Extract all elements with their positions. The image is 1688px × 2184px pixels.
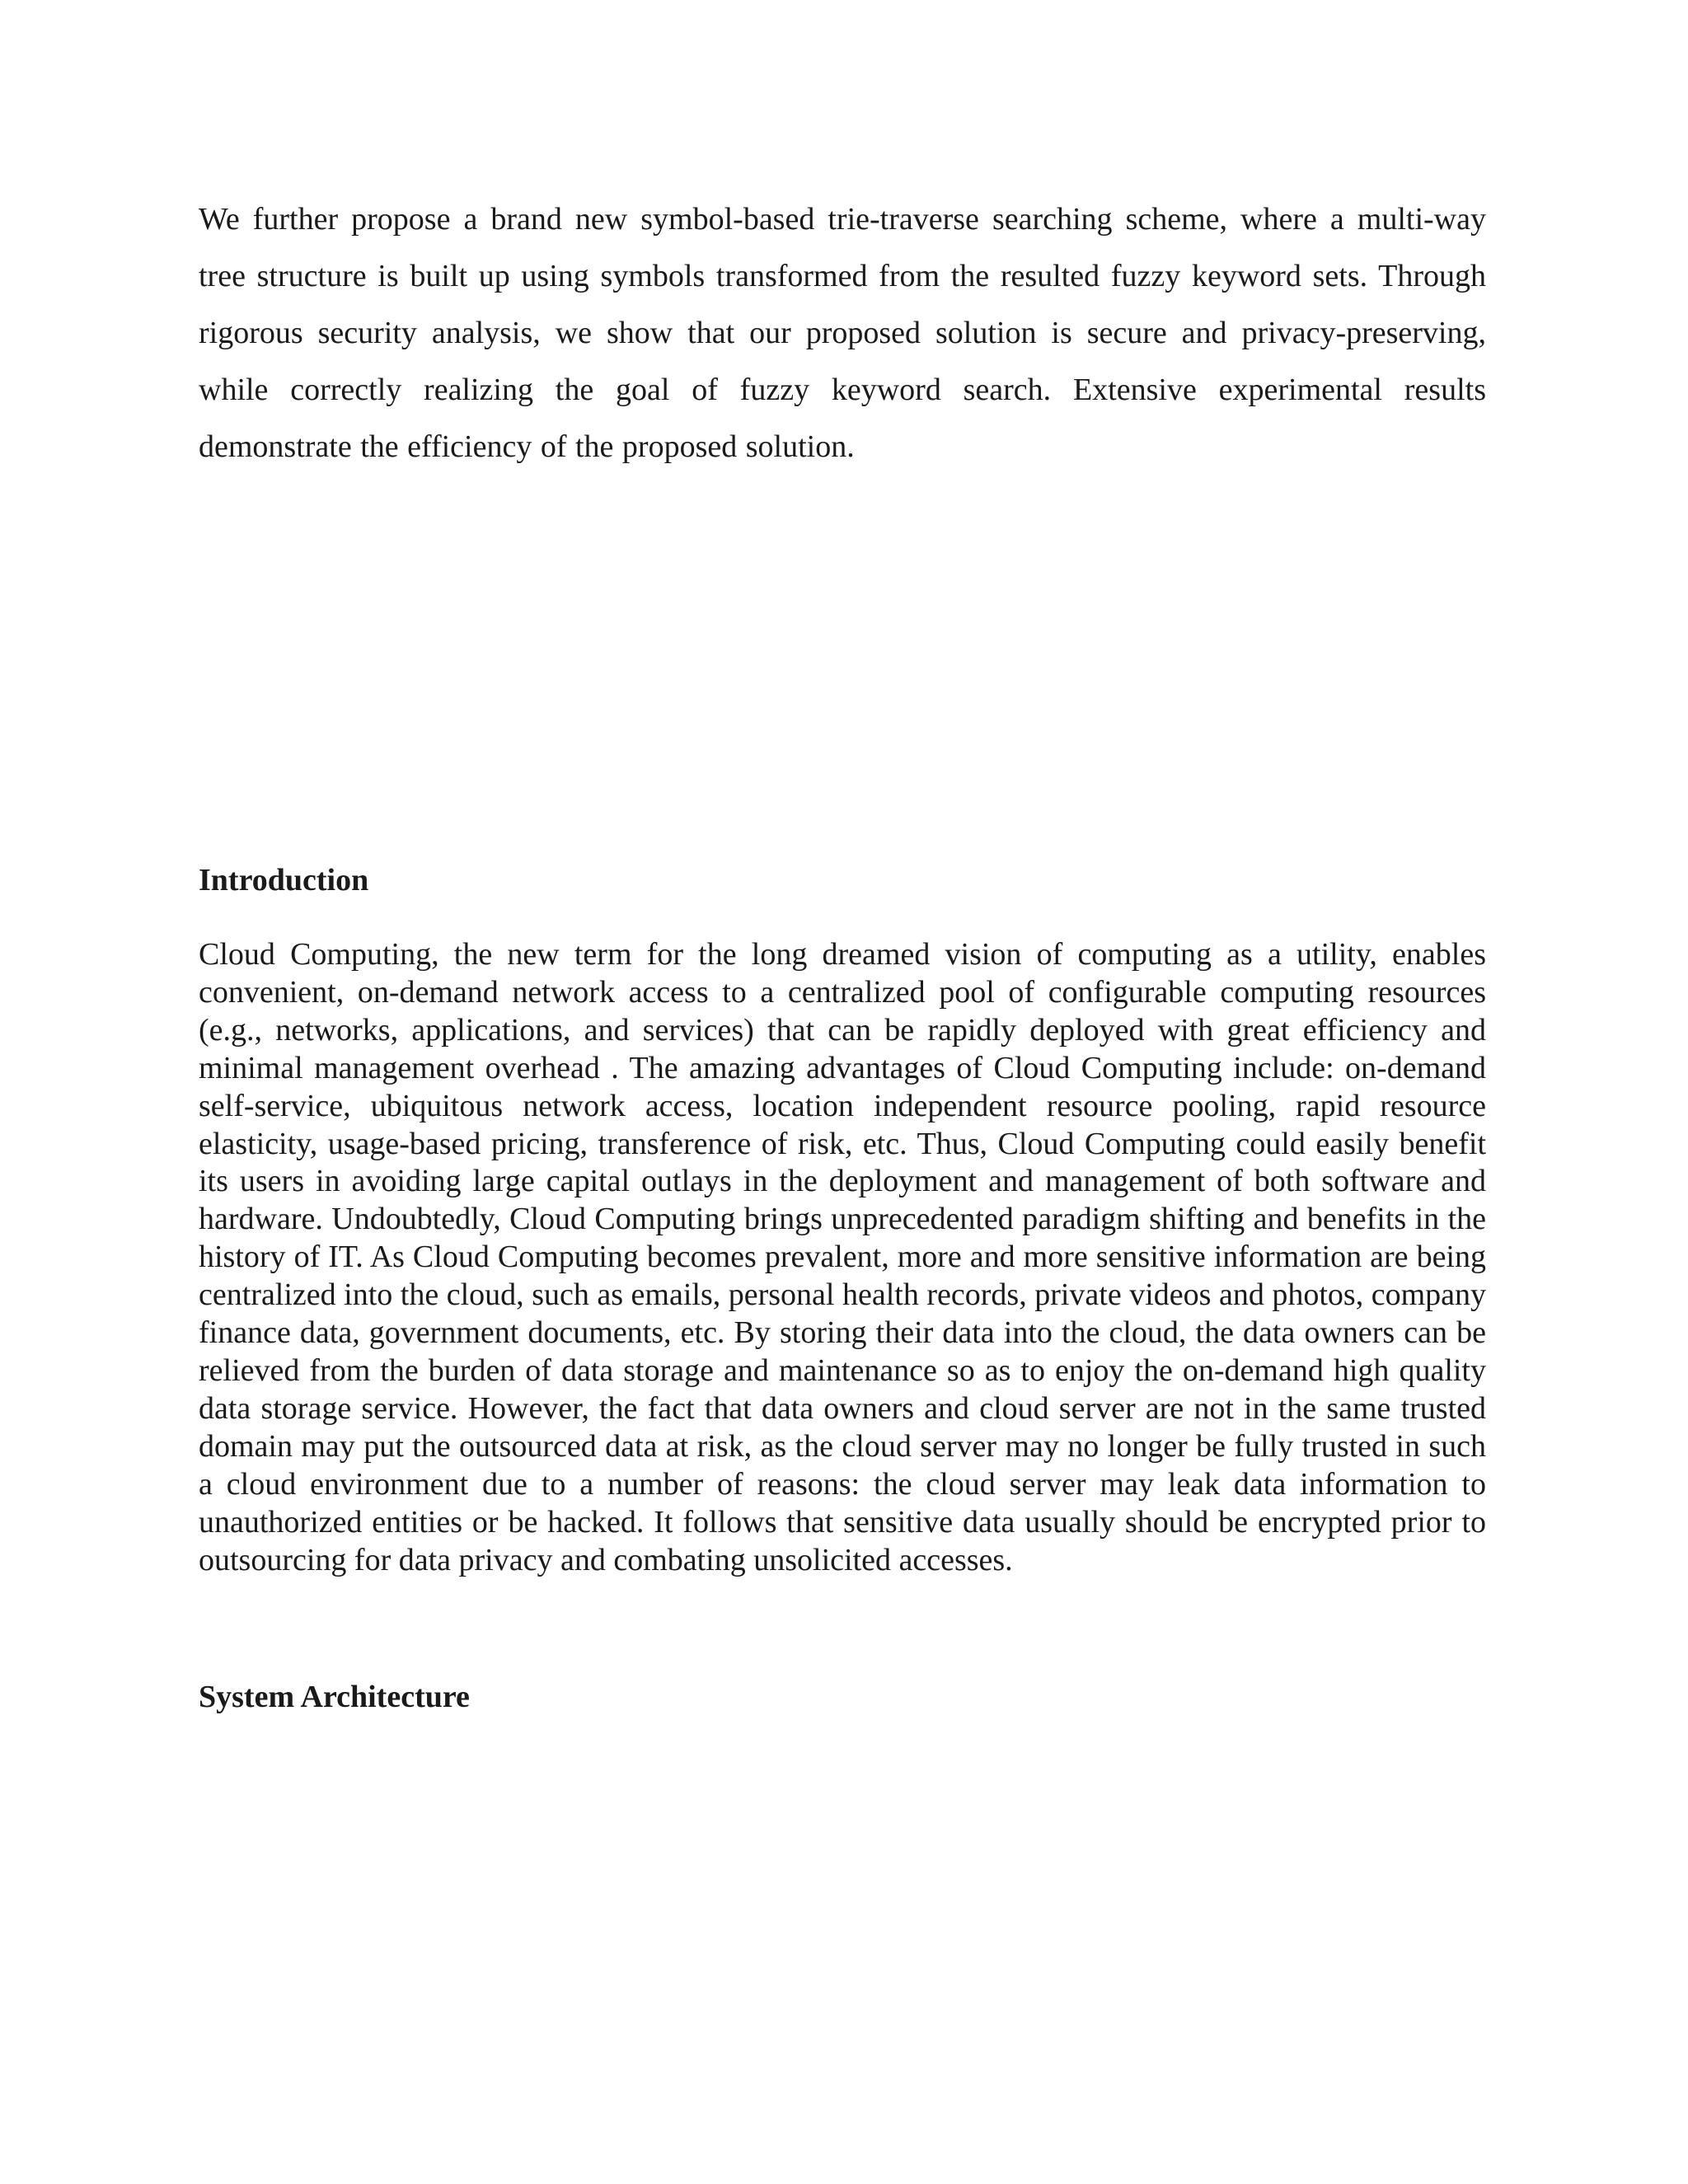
abstract-continuation-paragraph: We further propose a brand new symbol-based trie-traverse searching scheme, where a multi-way tree structure is built up using symbols transformed from the resulted fuzzy keyword sets. Through rigorous security analysis, we show that our proposed solution is secure and privacy-preserving, while correctly realizing the goal of fuzzy keyword search. Extensive experimental results demonstrate the efficiency of the proposed solution. [199, 202, 1486, 464]
introduction-heading: Introduction [199, 863, 369, 898]
system-architecture-heading: System Architecture [199, 1680, 470, 1714]
introduction-paragraph: Cloud Computing, the new term for the long dreamed vision of computing as a utility, enables convenient, on-demand network access to a centralized pool of configurable computing resources (e.g., networks, applications, and services) that can be rapidly deployed with great efficiency and minimal management overhead . The amazing advantages of Cloud Computing include: on-demand self-service, ubiquitous network access, location independent resource pooling, rapid resource elasticity, usage-based pricing, transference of risk, etc. Thus, Cloud Computing could easily benefit its users in avoiding large capital outlays in the deployment and management of both software and hardware. Undoubtedly, Cloud Computing brings unprecedented paradigm shifting and benefits in the history of IT. As Cloud Computing becomes prevalent, more and more sensitive information are being centralized into the cloud, such as emails, personal health records, private videos and photos, company finance data, government documents, etc. By storing their data into the cloud, the data owners can be relieved from the burden of data storage and maintenance so as to enjoy the on-demand high quality data storage service. However, the fact that data owners and cloud server are not in the same trusted domain may put the outsourced data at risk, as the cloud server may no longer be fully trusted in such a cloud environment due to a number of reasons: the cloud server may leak data information to unauthorized entities or be hacked. It follows that sensitive data usually should be encrypted prior to outsourcing for data privacy and combating unsolicited accesses. [199, 937, 1486, 1577]
